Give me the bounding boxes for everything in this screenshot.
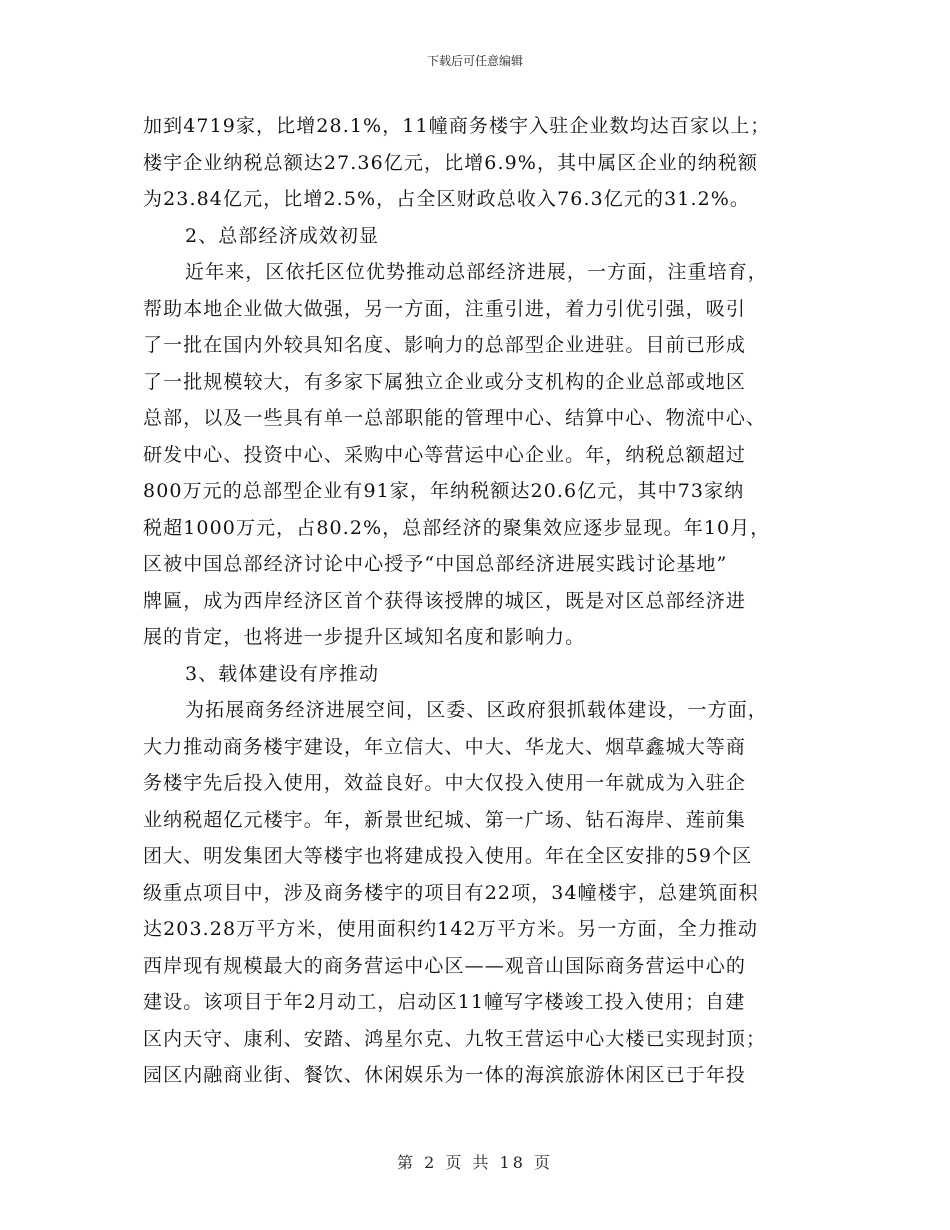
- page-header-note: 下载后可任意编辑: [426, 54, 523, 68]
- text-line: 为23.84亿元，比增2.5%，占全区财政总收入76.3亿元的31.2%。: [143, 188, 751, 210]
- text-line: 帮助本地企业做大做强，另一方面，注重引进，着力引优引强，吸引: [143, 297, 747, 320]
- text-line: 楼宇企业纳税总额达27.36亿元，比增6.9%，其中属区企业的纳税额: [143, 151, 759, 174]
- text-line: 务楼宇先后投入使用，效益良好。中大仅投入使用一年就成为入驻企: [143, 772, 747, 794]
- text-line: 区被中国总部经济讨论中心授予“中国总部经济进展实践讨论基地”: [143, 553, 728, 575]
- text-line: 级重点项目中，涉及商务楼宇的项目有22项，34幢楼宇，总建筑面积: [143, 881, 759, 904]
- page-number-footer: 第 2 页 共 18 页: [397, 1153, 553, 1172]
- document-body: [143, 108, 809, 1094]
- text-line: 研发中心、投资中心、采购中心等营运中心企业。年，纳税总额超过: [143, 443, 747, 466]
- text-line: 加到4719家，比增28.1%，11幢商务楼宇入驻企业数均达百家以上；: [143, 115, 771, 137]
- text-line: 近年来，区依托区位优势推动总部经济进展，一方面，注重培育，: [185, 261, 768, 283]
- text-line: 税超1000万元，占80.2%，总部经济的聚集效应逐步显现。年10月，: [143, 516, 771, 539]
- text-line: 建设。该项目于年2月动工，启动区11幢写字楼竣工投入使用；自建: [143, 991, 746, 1013]
- text-line: 西岸现有规模最大的商务营运中心区——观音山国际商务营运中心的: [143, 954, 747, 977]
- text-line: 牌匾，成为西岸经济区首个获得该授牌的城区，既是对区总部经济进: [143, 589, 747, 612]
- text-line: 大力推动商务楼宇建设，年立信大、中大、华龙大、烟草鑫城大等商: [143, 735, 747, 758]
- text-line: 展的肯定，也将进一步提升区域知名度和影响力。: [143, 626, 586, 648]
- text-line: 2、总部经济成效初显: [185, 224, 380, 247]
- text-line: 总部，以及一些具有单一总部职能的管理中心、结算中心、物流中心、: [143, 407, 767, 429]
- text-line: 达203.28万平方米，使用面积约142万平方米。另一方面，全力推动: [143, 918, 759, 940]
- text-line: 800万元的总部型企业有91家，年纳税额达20.6亿元，其中73家纳: [143, 480, 745, 502]
- text-line: 3、载体建设有序推动: [185, 662, 380, 685]
- text-line: 园区内融商业街、餐饮、休闲娱乐为一体的海滨旅游休闲区已于年投: [143, 1064, 747, 1086]
- text-line: 区内天守、康利、安踏、鸿星尔克、九牧王营运中心大楼已实现封顶；: [143, 1027, 767, 1050]
- text-line: 了一批在国内外较具知名度、影响力的总部型企业进驻。目前已形成: [143, 334, 747, 356]
- text-line: 业纳税超亿元楼宇。年，新景世纪城、第一广场、钻石海岸、莲前集: [143, 808, 747, 831]
- text-line: 团大、明发集团大等楼宇也将建成投入使用。年在全区安排的59个区: [143, 845, 753, 867]
- text-line: 了一批规模较大，有多家下属独立企业或分支机构的企业总部或地区: [143, 370, 747, 393]
- text-line: 为拓展商务经济进展空间，区委、区政府狠抓载体建设，一方面，: [185, 699, 768, 721]
